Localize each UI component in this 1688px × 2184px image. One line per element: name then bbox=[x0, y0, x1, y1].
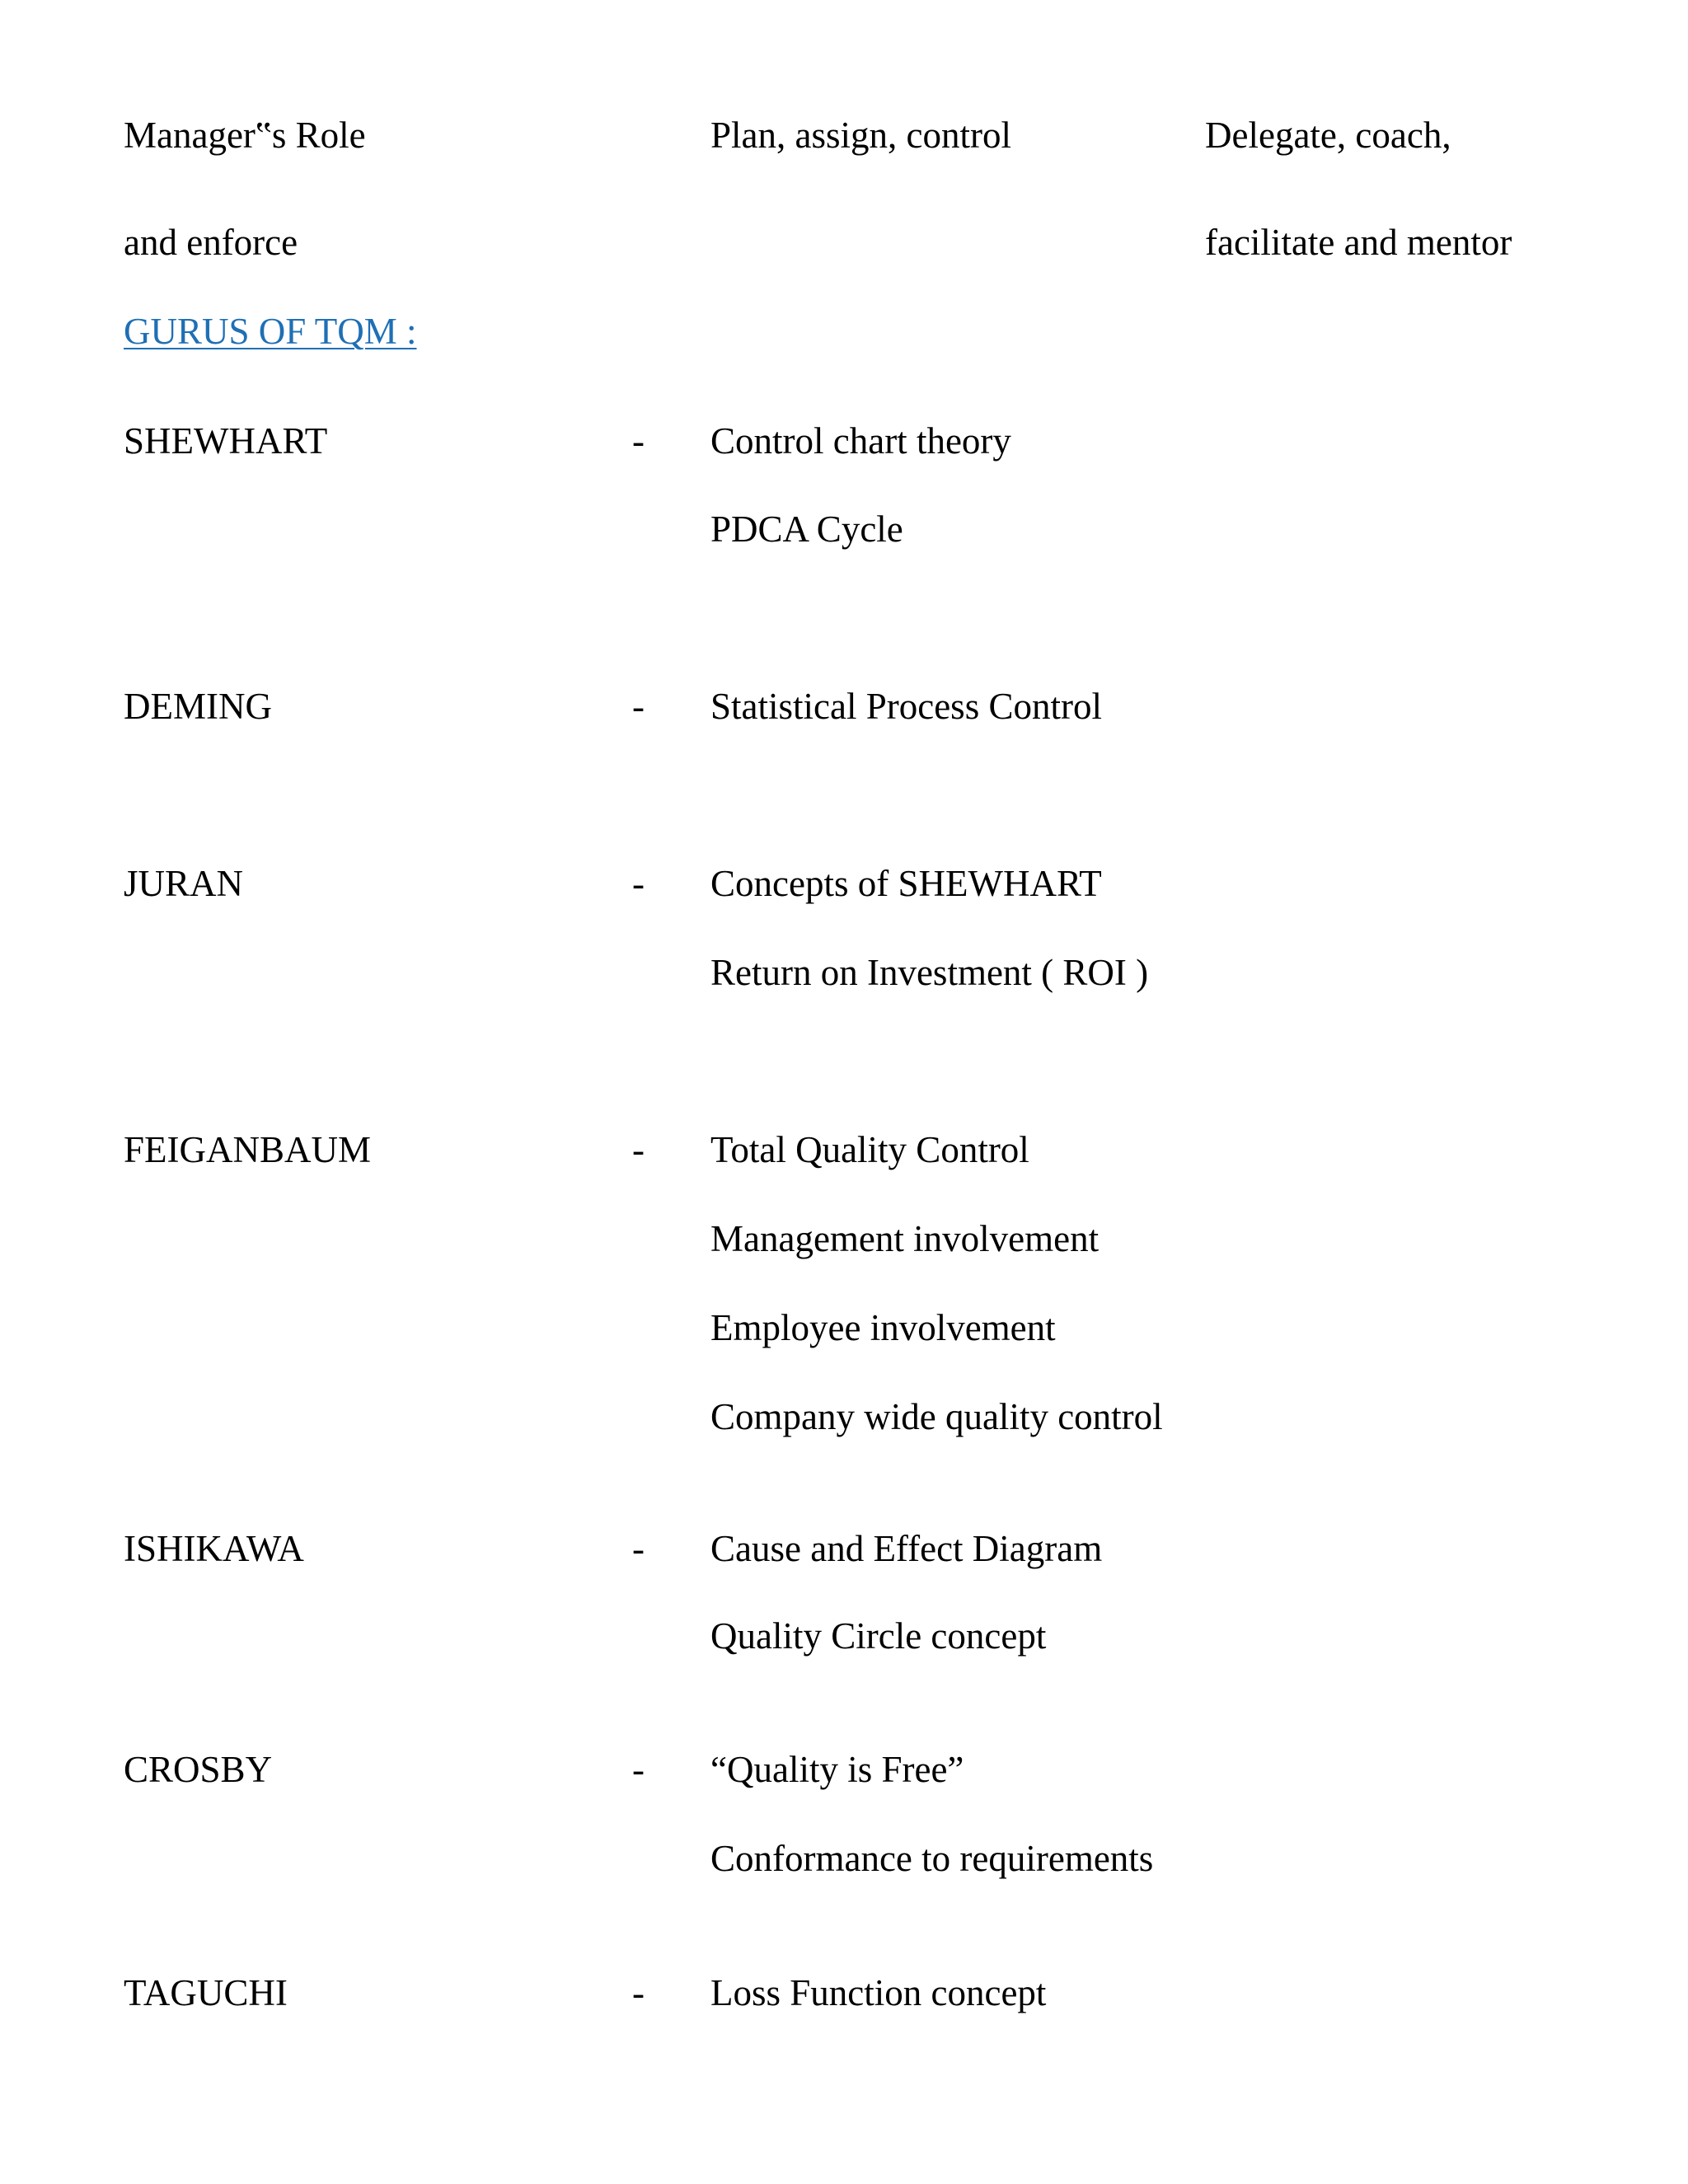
guru-contribution: Employee involvement bbox=[710, 1307, 1056, 1348]
guru-contribution: Conformance to requirements bbox=[710, 1838, 1154, 1879]
role-label-line1: Manager‟s Role bbox=[124, 115, 366, 156]
guru-contribution: Cause and Effect Diagram bbox=[710, 1528, 1103, 1569]
guru-dash: - bbox=[632, 686, 645, 727]
guru-dash: - bbox=[632, 1129, 645, 1170]
guru-dash: - bbox=[632, 1749, 645, 1790]
guru-contribution: Quality Circle concept bbox=[710, 1615, 1047, 1657]
guru-dash: - bbox=[632, 420, 645, 462]
guru-name-crosby: CROSBY bbox=[124, 1749, 273, 1790]
guru-name-juran: JURAN bbox=[124, 863, 244, 904]
role-traditional: Plan, assign, control bbox=[710, 115, 1011, 156]
guru-name-ishikawa: ISHIKAWA bbox=[124, 1528, 304, 1569]
role-label-line2: and enforce bbox=[124, 222, 298, 263]
guru-name-taguchi: TAGUCHI bbox=[124, 1972, 288, 2013]
guru-contribution: “Quality is Free” bbox=[710, 1749, 964, 1790]
guru-contribution: Concepts of SHEWHART bbox=[710, 863, 1102, 904]
guru-name-feiganbaum: FEIGANBAUM bbox=[124, 1129, 372, 1170]
guru-dash: - bbox=[632, 1972, 645, 2013]
guru-contribution: Total Quality Control bbox=[710, 1129, 1029, 1170]
gurus-heading-link[interactable]: GURUS OF TQM : bbox=[124, 311, 417, 352]
guru-name-shewhart: SHEWHART bbox=[124, 420, 328, 462]
guru-name-deming: DEMING bbox=[124, 686, 272, 727]
guru-contribution: Control chart theory bbox=[710, 420, 1011, 462]
guru-contribution: Statistical Process Control bbox=[710, 686, 1102, 727]
role-tqm-line1: Delegate, coach, bbox=[1205, 115, 1451, 156]
guru-contribution: Loss Function concept bbox=[710, 1972, 1047, 2013]
guru-dash: - bbox=[632, 863, 645, 904]
guru-contribution: Management involvement bbox=[710, 1218, 1100, 1259]
guru-contribution: Company wide quality control bbox=[710, 1396, 1163, 1437]
guru-dash: - bbox=[632, 1528, 645, 1569]
role-tqm-line2: facilitate and mentor bbox=[1205, 222, 1512, 263]
guru-contribution: Return on Investment ( ROI ) bbox=[710, 952, 1149, 993]
guru-contribution: PDCA Cycle bbox=[710, 509, 903, 550]
